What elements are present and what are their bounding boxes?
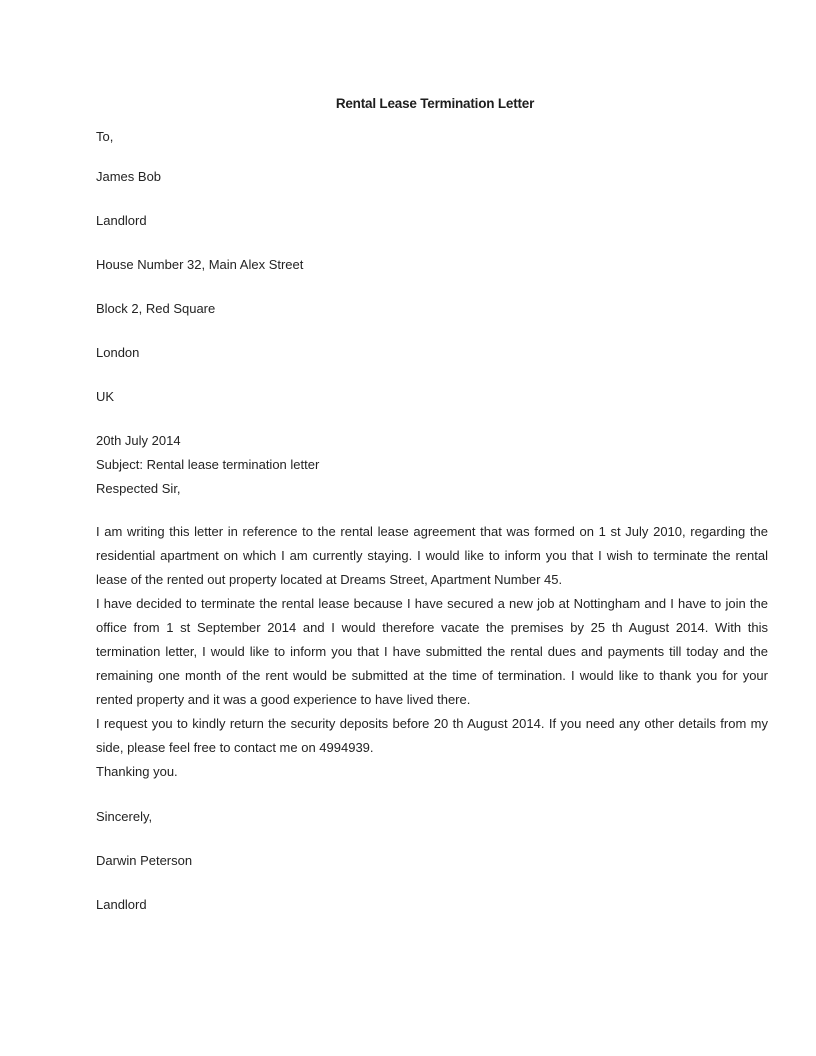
body-row: lease of the rented out property located at Dreams Street, Apartment Number 45. [96,572,563,587]
recipient-role: Landlord [96,213,147,228]
sender-role: Landlord [96,897,147,912]
recipient-name: James Bob [96,169,162,184]
body-row: I am writing this letter in reference to the rental lease agreement that was formed on 1 st July 2010, regarding the [96,524,768,539]
salutation-to: To, [96,129,114,144]
body-row: remaining one month of the rent would be submitted at the time of termination. I would like to thank you for your [96,668,768,683]
letter-greeting: Respected Sir, [96,481,181,496]
body-row: I request you to kindly return the security deposits before 20 th August 2014. If you need any other details from my [96,716,768,731]
body-row: office from 1 st September 2014 and I would therefore vacate the premises by 25 th August 2014. With this [96,620,768,635]
letter-date: 20th July 2014 [96,433,181,448]
body-row: Thanking you. [96,764,178,779]
body-row: rented property and it was a good experience to have lived there. [96,692,471,707]
letter-closing: Sincerely, [96,809,153,824]
letter-title: Rental Lease Termination Letter [335,96,535,111]
recipient-country: UK [96,389,115,404]
sender-name: Darwin Peterson [96,853,193,868]
body-row: I have decided to terminate the rental lease because I have secured a new job at Nottingham and I have to join the [96,596,768,611]
body-row: side, please feel free to contact me on 4994939. [96,740,374,755]
body-row: termination letter, I would like to inform you that I have submitted the rental dues and payments till today and the [96,644,768,659]
recipient-city: London [96,345,140,360]
body-row: residential apartment on which I am currently staying. I would like to inform you that I wish to terminate the rental [96,548,768,563]
letter-body [96,520,768,784]
recipient-address-line2: Block 2, Red Square [96,301,216,316]
recipient-address-line1: House Number 32, Main Alex Street [96,257,304,272]
letter-subject: Subject: Rental lease termination letter [96,457,320,472]
